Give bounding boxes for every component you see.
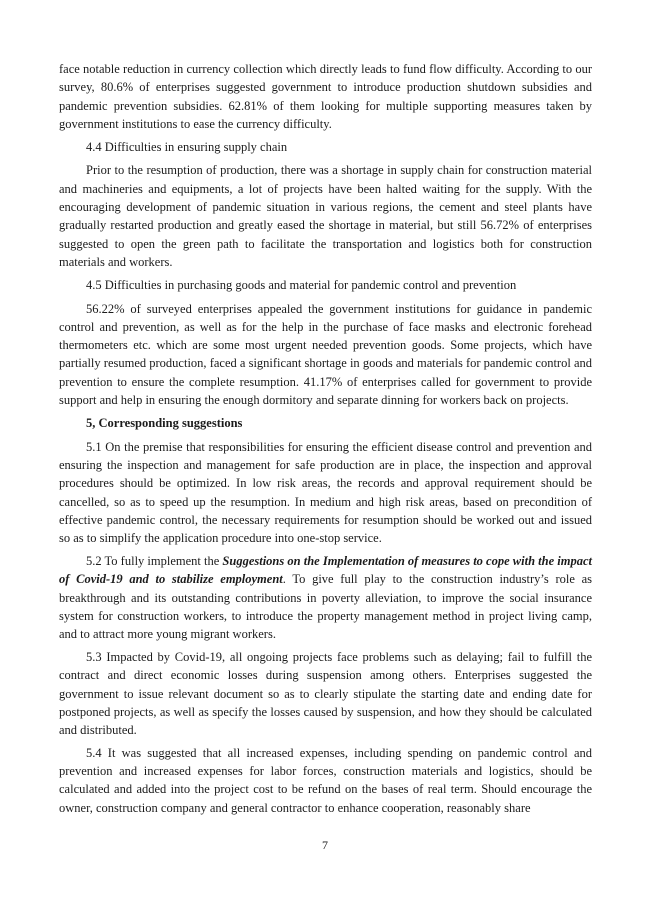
paragraph-pandemic-goods: 56.22% of surveyed enterprises appealed the government institutions for guidance in pandemic control and prevention, as well as for the help in the purchase of face masks and electronic forehead thermometers etc. which are some most urgent needed prevention goods. Some projects, which have partially resumed production, faced a significant shortage in goods and materials for pandemic control and prevention to ensure the complete resumption. 41.17% of enterprises called for government to provide support and help in ensuring the enough dormitory and separate dinning for workers back on projects.	[59, 301, 592, 408]
page-number: 7	[322, 838, 328, 852]
paragraph-5-2	[59, 552, 592, 643]
heading-4-5-pandemic-goods: 4.5 Difficulties in purchasing goods and material for pandemic control and prevention	[86, 278, 517, 293]
paragraph-supply-chain: Prior to the resumption of production, there was a shortage in supply chain for construction material and machineries and equipments, a lot of projects have been halted waiting for the supply. With the encouraging development of pandemic situation in various regions, the cement and steel plants have gradually restarted production and greatly eased the shortage in material, but still 56.72% of enterprises suggested to open the green path to facilitate the transportation and logistics both for construction materials and workers.	[59, 163, 592, 269]
paragraph-5-1: 5.1 On the premise that responsibilities for ensuring the efficient disease control and prevention and ensuring the inspection and management for safe production are in place, the inspection and approval procedures should be optimized. In low risk areas, the records and approval requirement should be cancelled, so as to speed up the resumption. In medium and high risk areas, based on precondition of effective pandemic control, the necessary requirements for resumption should be worked out and issued so as to simplify the application procedure into one-stop service.	[59, 439, 592, 546]
referenced-document-title: Suggestions on the Implementation of measures to cope with the impact of Covid-19 and to stabilize employment	[59, 553, 592, 587]
heading-4-4-supply-chain: 4.4 Difficulties in ensuring supply chain	[86, 140, 288, 155]
document-content	[59, 60, 592, 822]
paragraph-5-2-lead: 5.2 To fully implement the	[86, 553, 223, 568]
paragraph-5-4: 5.4 It was suggested that all increased expenses, including spending on pandemic control and prevention and increased expenses for labor forces, construction materials and logistics, should be calculated and added into the project cost to be refund on the bases of real term. Should encourage the owner, construction company and general contractor to enhance cooperation, reasonably share	[59, 745, 592, 815]
paragraph-5-2-rest: . To give full play to the construction industry’s role as breakthrough and its outstanding contributions in poverty alleviation, to improve the social insurance system for construction workers, to introduce the property management method in project living camp, and to attract more young migrant workers.	[59, 572, 592, 642]
paragraph-currency-difficulty: face notable reduction in currency collection which directly leads to fund flow difficulty. According to our survey, 80.6% of enterprises suggested government to introduce production shutdown subsidies and pandemic prevention subsidies. 62.81% of them looking for multiple supporting measures taken by government institutions to ease the currency difficulty.	[59, 62, 592, 131]
paragraph-5-3: 5.3 Impacted by Covid-19, all ongoing projects face problems such as delaying; fail to fulfill the contract and direct economic losses during suspension among others. Enterprises suggested the government to issue relevant document so as to clearly stipulate the starting date and ending date for postponed projects, as well as specify the losses caused by suspension, and how they should be calculated and distributed.	[59, 649, 592, 738]
heading-5-corresponding-suggestions: 5, Corresponding suggestions	[86, 416, 243, 431]
